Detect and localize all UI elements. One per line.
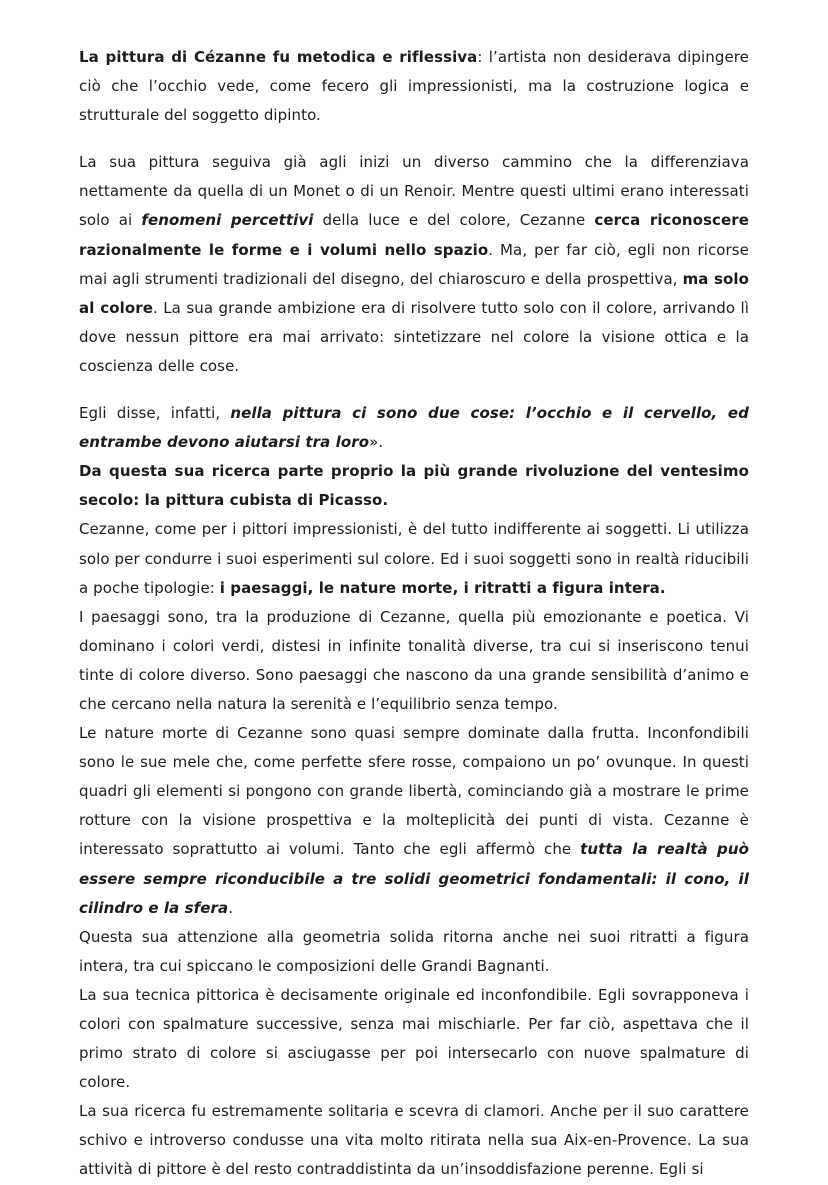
paragraph-landscapes [79,603,749,719]
bold-phrase: i paesaggi, le nature morte, i ritratti a figura intera. [219,578,666,597]
paragraph-portraits [79,923,749,981]
paragraph-still-lifes [79,719,749,923]
text-run: . Ma, per far ciò, egli non ricorse mai agli strumenti tradizionali del disegno, del chiaroscuro e della prospettiva, [79,240,749,288]
paragraph-intro [79,43,749,130]
text-run: La sua pittura seguiva già agli inizi un diverso cammino che la differenziava nettamente da quella di un Monet o di un Renoir. Mentre questi ultimi erano interessati solo ai [79,153,749,230]
text-run: . La sua grande ambizione era di risolvere tutto solo con il colore, arrivando lì dove nessun pittore era mai arrivato: sintetizzare nel colore la visione ottica e la coscienza delle cose. [79,298,749,375]
paragraph-technique [79,981,749,1097]
bold-italic-quote: tutta la realtà può essere sempre riconducibile a tre solidi geometrici fondamentali: il cono, il cilindro e la sfera [79,840,749,917]
text-run: Le nature morte di Cezanne sono quasi sempre dominate dalla frutta. Inconfondibili sono le sue mele che, come perfette sfere rosse, compaiono un po’ ovunque. In questi quadri gli elementi si pongono con grande libertà, cominciando già a mostrare le prime rotture con la visione prospettiva e la molteplicità dei punti di vista. Cezanne è interessato soprattutto ai volumi. Tanto che egli affermò che [79,724,749,859]
paragraph-subjects [79,515,749,602]
paragraph-path [79,148,749,381]
text-run: Cezanne, come per i pittori impressionisti, è del tutto indifferente ai soggetti. Li utilizza solo per condurre i suoi esperimenti sul colore. Ed i suoi soggetti sono in realtà riducibili a poche tipologie: [79,520,749,597]
bold-italic-phrase: fenomeni percettivi [141,211,314,230]
text-run: della luce e del colore, Cezanne [313,211,595,230]
text-run: Questa sua attenzione alla geometria solida ritorna anche nei suoi ritratti a figura intera, tra cui spiccano le composizioni delle Grandi Bagnanti. [79,927,749,975]
paragraph-revolution [79,457,749,515]
bold-italic-quote: nella pittura ci sono due cose: l’occhio e il cervello, ed entrambe devono aiutarsi tra loro [79,404,749,452]
paragraph-solitude [79,1097,749,1184]
paragraph-quote [79,399,749,457]
text-run: ». [369,433,384,452]
text-run: I paesaggi sono, tra la produzione di Cezanne, quella più emozionante e poetica. Vi dominano i colori verdi, distesi in infinite tonalità diverse, tra cui si inseriscono tenui tinte di colore diverso. Sono paesaggi che nascono da una grande sensibilità d’animo e che cercano nella natura la serenità e l’equilibrio senza tempo. [79,607,749,713]
document-page [79,43,749,1185]
bold-phrase: ma solo al colore [79,269,749,317]
text-run: La sua ricerca fu estremamente solitaria e scevra di clamori. Anche per il suo carattere schivo e introverso condusse una vita molto ritirata nella sua Aix-en-Provence. La sua attività di pittore è del resto contraddistinta da un’insoddisfazione perenne. Egli si [79,1102,749,1179]
bold-phrase: La pittura di Cézanne fu metodica e riflessiva [79,48,478,66]
bold-phrase: Da questa sua ricerca parte proprio la più grande rivoluzione del ventesimo secolo: la pittura cubista di Picasso. [79,462,749,510]
text-run: La sua tecnica pittorica è decisamente originale ed inconfondibile. Egli sovrapponeva i colori con spalmature successive, senza mai mischiarle. Per far ciò, aspettava che il primo strato di colore si asciugasse per poi intersecarlo con nuove spalmature di colore. [79,985,749,1092]
text-run: : l’artista non desiderava dipingere ciò che l’occhio vede, come fecero gli impressionisti, ma la costruzione logica e strutturale del soggetto dipinto. [79,48,749,125]
bold-phrase: cerca riconoscere razionalmente le forme e i volumi nello spazio [79,211,750,259]
text-run: Egli disse, infatti, [79,404,231,423]
text-run: . [228,898,234,917]
